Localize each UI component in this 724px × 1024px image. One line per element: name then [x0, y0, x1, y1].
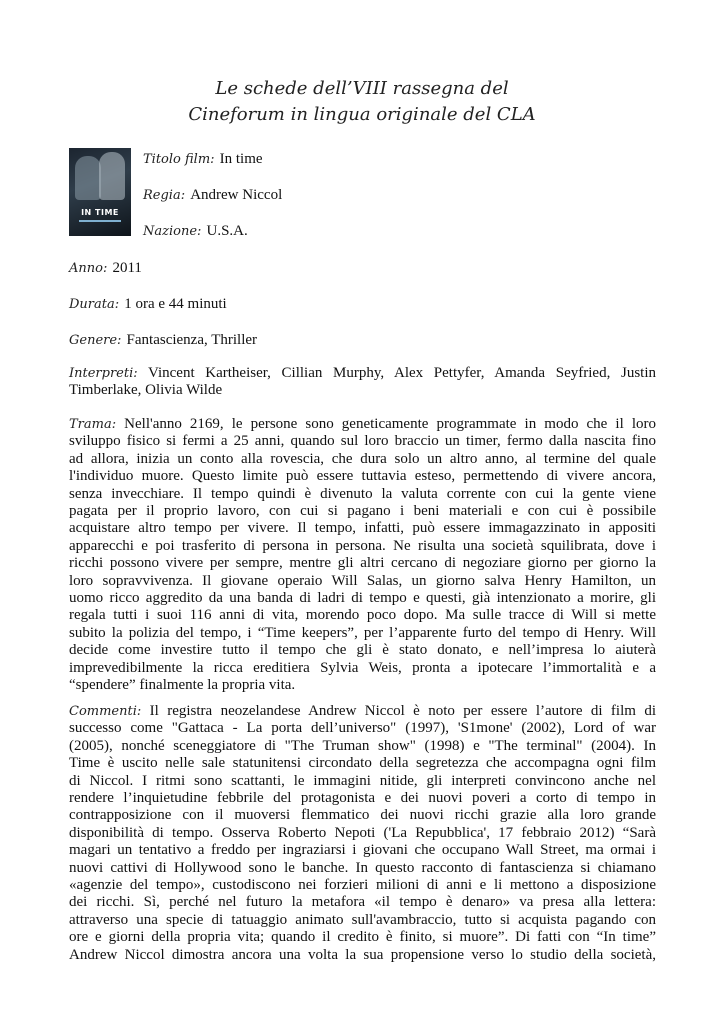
commenti-line	[69, 703, 656, 720]
trama-line: imprevedibilmente la ricca ereditiera Sylvia Weis, pronta a ipotecare l’immortalità e a	[69, 659, 656, 676]
field-durata	[69, 293, 227, 313]
field-genere-label: Genere:	[69, 333, 122, 348]
field-durata-value: 1 ora e 44 minuti	[124, 296, 227, 312]
trama-line: pagata per il proprio lavoro, con cui si pagano i beni materiali e con cui è possibile	[69, 503, 656, 520]
trama-line: senza invecchiare. Il tempo quindi è divenuto la valuta corrente con cui la gente viene	[69, 485, 656, 502]
trama-line: ricchi possono vivere per sempre, mentre gli altri cercano di negoziare giorno per giorno la	[69, 555, 656, 572]
interpreti-label: Interpreti:	[69, 366, 138, 381]
trama-line: regala tutti i suoi 116 anni di vita, morendo poco dopo. Ma sulle tracce di Will si mette	[69, 607, 656, 624]
field-titolo	[143, 148, 263, 168]
trama-text: Nell'anno 2169, le persone sono geneticamente programmate in modo che il loro	[116, 416, 656, 432]
commenti-line: attraverso una specie di tatuaggio animato sull'avambraccio, tutto si acquista pagando con	[69, 911, 656, 928]
commenti-line: magari un tentativo a freddo per ingraziarsi i giovani che occupano Wall Street, ma ormai i	[69, 842, 656, 859]
field-anno	[69, 257, 142, 277]
trama-line: subito la polizia del tempo, i “Time keepers”, per l’apparente furto del tempo di Henry. Will	[69, 624, 656, 641]
poster-figure-right	[99, 152, 125, 200]
field-nazione-label: Nazione:	[143, 224, 202, 239]
commenti-line: di Niccol. I ritmi sono scattanti, le immagini nitide, gli interpreti convincono anche nel	[69, 772, 656, 789]
field-titolo-value: In time	[219, 151, 263, 167]
trama-line: loro sopravvivenza. Il giovane operaio Will Salas, un giorno salva Henry Hamilton, un	[69, 572, 656, 589]
commenti-line: ore e giorni della propria vita; quando il credito è finito, si muore”. Di fatti con “In time”	[69, 929, 656, 946]
poster-figure-left	[75, 156, 101, 200]
field-nazione-value: U.S.A.	[206, 223, 248, 239]
movie-poster-image	[69, 148, 131, 236]
commenti-line: «agenzie del tempo», custodiscono nei forzieri milioni di anni e li mettono a disposizione	[69, 877, 656, 894]
poster-title: IN TIME	[81, 208, 119, 217]
field-genere-value: Fantascienza, Thriller	[126, 332, 258, 348]
interpreti-paragraph	[69, 365, 656, 400]
trama-line: sviluppo fisico si fermi a 25 anni, quando sul loro braccio un timer, fermo dalla nascita fino	[69, 433, 656, 450]
field-titolo-label: Titolo film:	[143, 152, 215, 167]
trama-line: ad allora, inizia un conto alla rovescia, che dura solo un altro anno, al termine del quale	[69, 450, 656, 467]
field-anno-label: Anno:	[69, 261, 108, 276]
trama-line: “spendere” finalmente la propria vita.	[69, 677, 296, 694]
trama-line: l'individuo muore. Questo limite può essere tuttavia esteso, permettendo di vivere ancora,	[69, 468, 656, 485]
commenti-line: Andrew Niccol dimostra ancora una volta la sua propensione verso lo studio della società,	[69, 946, 656, 963]
commenti-line: Time è uscito nelle sale statunitensi circondato della segretezza che accompagna ogni film	[69, 755, 656, 772]
commenti-line: contrapposizione con il muoversi flemmatico dei nuovi ricchi grazie alla loro grande	[69, 807, 656, 824]
field-durata-label: Durata:	[69, 297, 120, 312]
title-line-1: Le schede dell’VIII rassegna del	[215, 78, 509, 99]
trama-line	[69, 416, 656, 433]
document-title	[0, 76, 724, 128]
commenti-text: Il registra neozelandese Andrew Niccol è noto per essere l’autore di film di	[141, 703, 656, 719]
commenti-line: disponibilità di tempo. Osserva Roberto Nepoti ('La Repubblica', 17 febbraio 2012) “Sarà	[69, 824, 656, 841]
title-line-2: Cineforum in lingua originale del CLA	[188, 104, 536, 125]
interpreti-line	[69, 365, 656, 382]
trama-paragraph	[69, 416, 656, 695]
interpreti-line: Timberlake, Olivia Wilde	[69, 382, 223, 399]
commenti-line: dei ricchi. Sì, perché nel futuro la metafora «il tempo è denaro» va presa alla lettera:	[69, 894, 656, 911]
commenti-line: successo come "Gattaca - La porta dell’universo" (1997), 'S1mone' (2002), Lord of war	[69, 720, 656, 737]
field-regia-value: Andrew Niccol	[190, 187, 283, 203]
commenti-label: Commenti:	[69, 704, 142, 719]
trama-line: apparecchi e poi trasferito di persona in persona. Ne risulta una società squilibrata, dove i	[69, 537, 656, 554]
trama-line: acquistare altro tempo per vivere. Il tempo, infatti, può essere immagazzinato in appositi	[69, 520, 656, 537]
poster-strip	[79, 220, 121, 222]
field-anno-value: 2011	[112, 260, 142, 276]
commenti-line: rendere l’inquietudine febbrile del protagonista e dei nuovi poveri a corto di tempo in	[69, 790, 656, 807]
trama-label: Trama:	[69, 417, 117, 432]
field-genere	[69, 329, 257, 349]
field-regia	[143, 184, 282, 204]
interpreti-text: Vincent Kartheiser, Cillian Murphy, Alex Pettyfer, Amanda Seyfried, Justin	[137, 365, 656, 381]
field-nazione	[143, 220, 248, 240]
trama-line: uomo ricco aggredito da una banda di ladri di tempo e questi, già intenzionato a morire, gli	[69, 590, 656, 607]
commenti-paragraph	[69, 703, 656, 964]
commenti-line: nuovi cattivi di Hollywood sono le banche. In questo racconto di fantascienza si chiamano	[69, 859, 656, 876]
commenti-line: (2005), nonché sceneggiatore di "The Truman show" (1998) e "The terminal" (2004). In	[69, 737, 656, 754]
trama-line: decide come investire tutto il tempo che gli è stato donato, e nell’impresa lo aiuterà	[69, 642, 656, 659]
field-regia-label: Regia:	[143, 188, 186, 203]
